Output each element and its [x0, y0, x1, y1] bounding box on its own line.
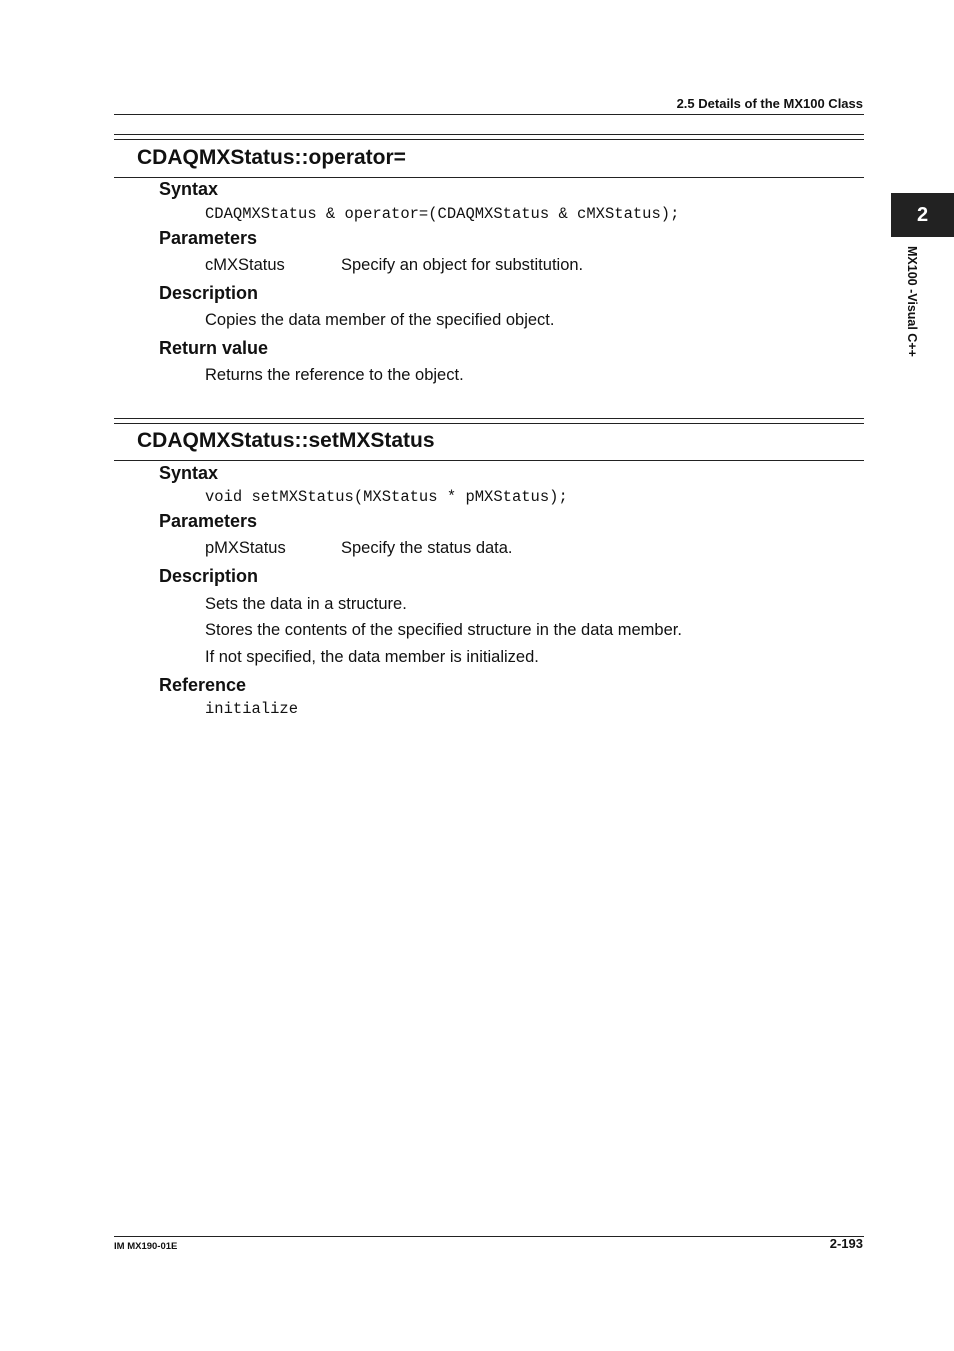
description-line: If not specified, the data member is initialized. — [205, 648, 539, 666]
section-title: CDAQMXStatus::operator= — [137, 146, 406, 169]
chapter-number: 2 — [916, 203, 929, 226]
section-rule-bottom-2 — [114, 460, 864, 461]
syntax-code: CDAQMXStatus & operator=(CDAQMXStatus & cMXStatus); — [205, 205, 680, 223]
section-rule-top-1 — [114, 134, 864, 135]
header-rule — [114, 114, 864, 115]
description-heading: Description — [159, 566, 259, 586]
description-line: Stores the contents of the specified structure in the data member. — [205, 621, 682, 639]
param-description: Specify the status data. — [341, 539, 513, 557]
param-name: pMXStatus — [205, 539, 286, 557]
chapter-side-label: MX100 -Visual C++ — [905, 246, 919, 357]
return-value-heading: Return value — [159, 338, 269, 358]
document-id: IM MX190-01E — [114, 1241, 178, 1252]
section-rule-top-2b — [114, 423, 864, 424]
description-line: Sets the data in a structure. — [205, 595, 407, 613]
description-heading: Description — [159, 283, 259, 303]
parameters-heading: Parameters — [159, 511, 258, 531]
syntax-heading: Syntax — [159, 179, 219, 199]
syntax-heading: Syntax — [159, 463, 219, 483]
section-rule-top-1b — [114, 139, 864, 140]
page-number: 2-193 — [829, 1236, 863, 1251]
description-text: Copies the data member of the specified object. — [205, 311, 555, 329]
section-title: CDAQMXStatus::setMXStatus — [137, 429, 435, 452]
param-description: Specify an object for substitution. — [341, 256, 584, 274]
reference-code: initialize — [205, 700, 299, 718]
running-header: 2.5 Details of the MX100 Class — [676, 96, 863, 111]
syntax-code: void setMXStatus(MXStatus * pMXStatus); — [205, 488, 568, 506]
chapter-tab — [891, 193, 954, 237]
reference-heading: Reference — [159, 675, 247, 695]
parameters-heading: Parameters — [159, 228, 258, 248]
section-rule-bottom-1 — [114, 177, 864, 178]
section-rule-top-2 — [114, 418, 864, 419]
footer-rule — [114, 1236, 864, 1237]
param-name: cMXStatus — [205, 256, 285, 274]
return-value-text: Returns the reference to the object. — [205, 366, 464, 384]
